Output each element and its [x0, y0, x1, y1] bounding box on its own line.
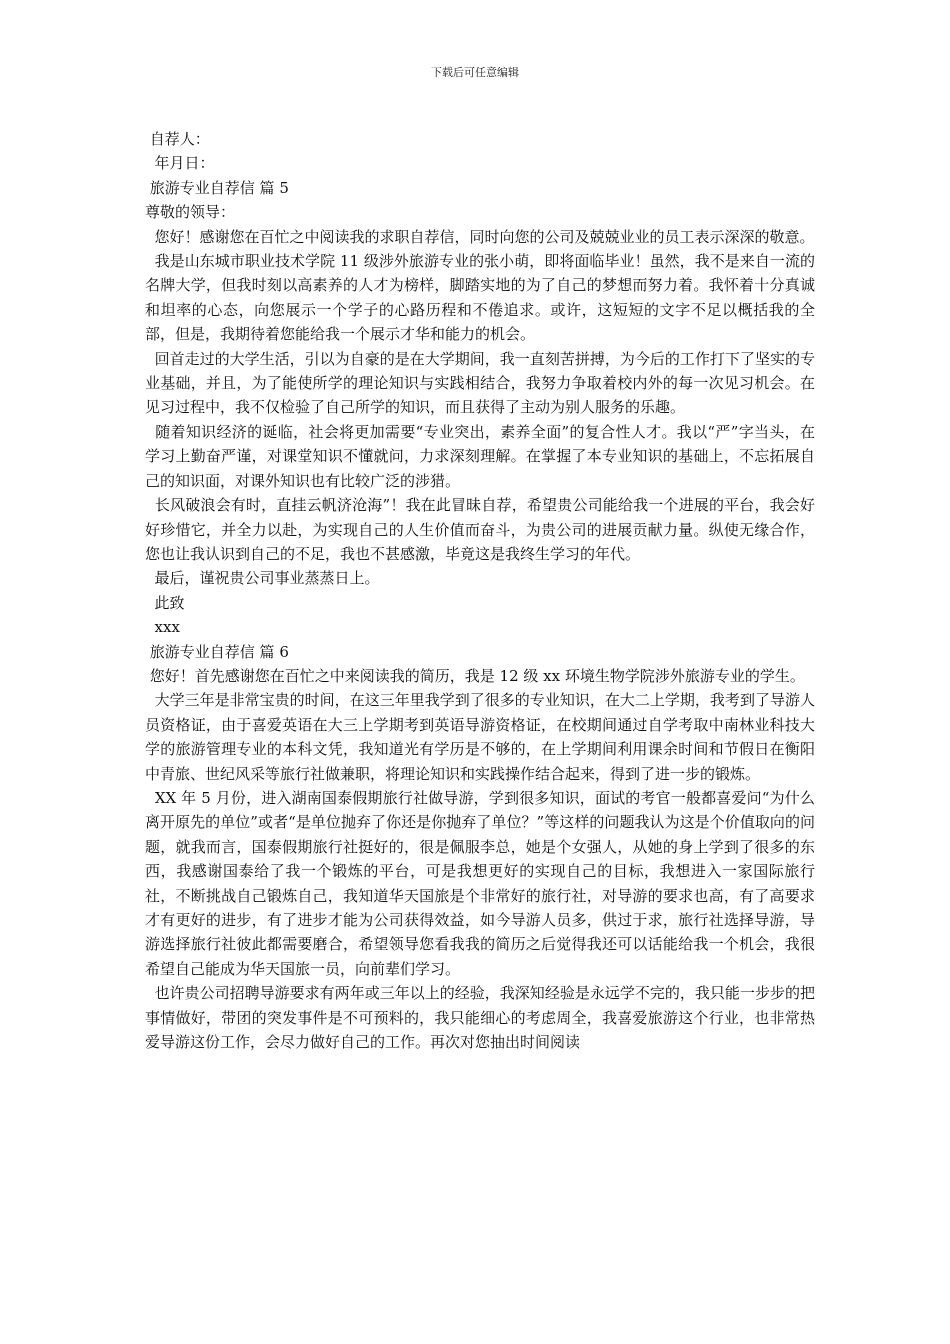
- date-line: 年月日：: [145, 154, 215, 173]
- page-header-note: 下载后可任意编辑: [431, 66, 519, 79]
- section-title-5: 旅游专业自荐信 篇 5: [145, 178, 289, 197]
- signature-line: 自荐人：: [145, 130, 210, 148]
- closing-line: 此致: [145, 593, 185, 612]
- letter-body: [145, 127, 815, 1054]
- salutation: 尊敬的领导：: [145, 203, 236, 222]
- paragraph: 您好！首先感谢您在百忙之中来阅读我的简历，我是 12 级 xx 环境生物学院涉外旅游专业的学生。: [145, 666, 805, 685]
- paragraph: 我是山东城市职业技术学院 11 级涉外旅游专业的张小萌，即将面临毕业！虽然，我不是来自一流的名牌大学，但我时刻以高素养的人才为榜样，脚踏实地的为了自己的梦想而努力着。我怀着十分真诚和坦率的心态，向您展示一个学子的心路历程和不倦追求。或许，这短短的文字不足以概括我的全部，但是，我期待着您能给我一个展示才华和能力的机会。: [145, 252, 815, 344]
- paragraph: 最后，谨祝贵公司事业蒸蒸日上。: [145, 569, 380, 588]
- paragraph: 回首走过的大学生活，引以为自豪的是在大学期间，我一直刻苦拼搏，为今后的工作打下了坚实的专业基础，并且，为了能使所学的理论知识与实践相结合，我努力争取着校内外的每一次见习机会。在见习过程中，我不仅检验了自己所学的知识，而且获得了主动为别人服务的乐趣。: [145, 349, 815, 417]
- paragraph: 随着知识经济的诞临，社会将更加需要“专业突出，素养全面”的复合性人才。我以“严”字当头，在学习上勤奋严谨，对课堂知识不懂就问，力求深刻理解。在掌握了本专业知识的基础上，不忘拓展自己的知识面，对课外知识也有比较广泛的涉猎。: [145, 422, 815, 490]
- section-title-6: 旅游专业自荐信 篇 6: [145, 642, 289, 661]
- paragraph: 大学三年是非常宝贵的时间，在这三年里我学到了很多的专业知识，在大二上学期，我考到了导游人员资格证，由于喜爱英语在大三上学期考到英语导游资格证，在校期间通过自学考取中南林业科技大学的旅游管理专业的本科文凭，我知道光有学历是不够的，在上学期间利用课余时间和节假日在衡阳中青旅、世纪风采等旅行社做兼职，将理论知识和实践操作结合起来，得到了进一步的锻炼。: [145, 691, 815, 783]
- paragraph: 也许贵公司招聘导游要求有两年或三年以上的经验，我深知经验是永远学不完的，我只能一步步的把事情做好，带团的突发事件是不可预料的，我只能细心的考虑周全，我喜爱旅游这个行业，也非常热爱导游这份工作，会尽力做好自己的工作。再次对您抽出时间阅读: [145, 984, 815, 1052]
- paragraph: 您好！感谢您在百忙之中阅读我的求职自荐信，同时向您的公司及兢兢业业的员工表示深深的敬意。: [145, 227, 815, 246]
- paragraph: 长风破浪会有时，直挂云帆济沧海”！我在此冒昧自荐，希望贵公司能给我一个进展的平台，我会好好珍惜它，并全力以赴，为实现自己的人生价值而奋斗，为贵公司的进展贡献力量。纵使无缘合作，您也让我认识到自己的不足，我也不甚感激，毕竟这是我终生学习的年代。: [145, 496, 815, 563]
- sender-name: xxx: [145, 618, 180, 637]
- paragraph: XX 年 5 月份，进入湖南国泰假期旅行社做导游，学到很多知识，面试的考官一般都喜爱问“为什么离开原先的单位”或者“是单位抛弃了你还是你抛弃了单位？”等这样的问题我认为这是个价值取向的问题，就我而言，国泰假期旅行社挺好的，很是佩服李总，她是个女强人，从她的身上学到了很多的东西，我感谢国泰给了我一个锻炼的平台，可是我想更好的实现自己的目标，我想进入一家国际旅行社，不断挑战自己锻炼自己，我知道华天国旅是个非常好的旅行社，对导游的要求也高，有了高要求才有更好的进步，有了进步才能为公司获得效益，如今导游人员多，供过于求，旅行社选择导游，导游选择旅行社彼此都需要磨合，希望领导您看我我的简历之后觉得我还可以话能给我一个机会，我很希望自己能成为华天国旅一员，向前辈们学习。: [145, 788, 815, 978]
